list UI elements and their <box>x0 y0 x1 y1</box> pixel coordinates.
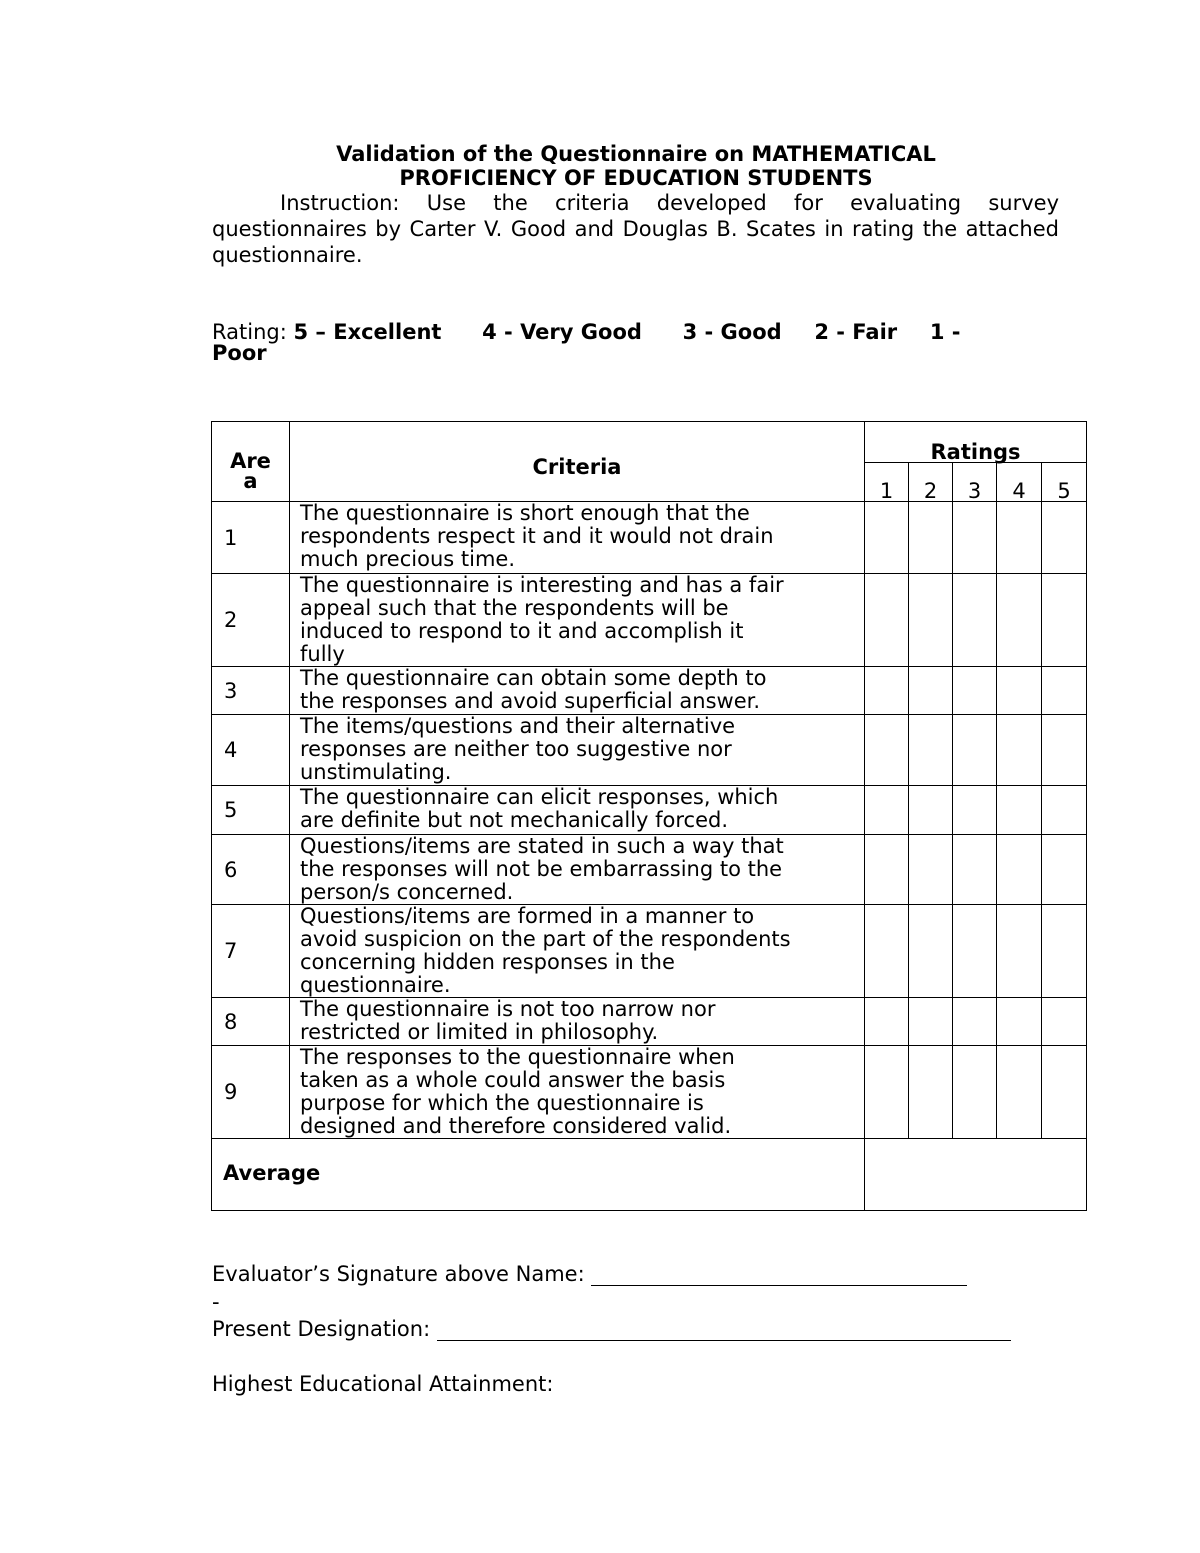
rating-cell-1[interactable] <box>865 835 909 905</box>
attainment-row <box>212 1372 553 1396</box>
criterion-line: restricted or limited in philosophy. <box>300 1020 659 1044</box>
rating-scale-label: Rating: <box>212 320 287 344</box>
rating-cell-2[interactable] <box>909 667 953 715</box>
rating-cell-2[interactable] <box>909 835 953 905</box>
criterion-line: purpose for which the questionnaire is <box>300 1091 704 1115</box>
table-row <box>212 502 1087 574</box>
criterion-line: avoid suspicion on the part of the respondents <box>300 927 791 951</box>
criterion-line: fully <box>300 642 345 666</box>
rating-cell-5[interactable] <box>1042 574 1087 667</box>
table-row <box>212 667 1087 715</box>
criterion-line: questionnaire. <box>300 973 451 997</box>
criterion-text <box>290 998 865 1046</box>
criterion-text <box>290 502 865 574</box>
rating-cell-5[interactable] <box>1042 1046 1087 1139</box>
table-row <box>212 1046 1087 1139</box>
area-number: 1 <box>212 502 290 574</box>
rating-cell-2[interactable] <box>909 1046 953 1139</box>
attainment-label: Highest Educational Attainment: <box>212 1372 554 1396</box>
criteria-column-header: Criteria <box>290 422 865 502</box>
rating-cell-3[interactable] <box>953 905 997 998</box>
rating-cell-1[interactable] <box>865 905 909 998</box>
criterion-line: unstimulating. <box>300 760 452 784</box>
criterion-line: The questionnaire is short enough that the <box>300 501 750 525</box>
rating-cell-5[interactable] <box>1042 786 1087 835</box>
area-number: 2 <box>212 574 290 667</box>
rating-cell-4[interactable] <box>997 1046 1042 1139</box>
rating-cell-3[interactable] <box>953 998 997 1046</box>
rating-cell-2[interactable] <box>909 905 953 998</box>
rating-cell-1[interactable] <box>865 786 909 835</box>
rating-cell-2[interactable] <box>909 715 953 786</box>
area-number: 3 <box>212 667 290 715</box>
rating-cell-1[interactable] <box>865 998 909 1046</box>
criterion-line: Questions/items are stated in such a way that <box>300 834 784 858</box>
rating-cell-2[interactable] <box>909 786 953 835</box>
criterion-text <box>290 905 865 998</box>
criterion-line: are definite but not mechanically forced. <box>300 808 729 832</box>
rating-scale-item-1-continuation: Poor <box>212 341 267 365</box>
table-row <box>212 835 1087 905</box>
rating-cell-4[interactable] <box>997 667 1042 715</box>
rating-cell-1[interactable] <box>865 1046 909 1139</box>
criterion-line: The questionnaire is interesting and has a fair <box>300 573 784 597</box>
rating-cell-4[interactable] <box>997 502 1042 574</box>
evaluator-signature-field[interactable] <box>591 1263 967 1286</box>
rating-cell-5[interactable] <box>1042 835 1087 905</box>
area-number: 5 <box>212 786 290 835</box>
criterion-line: The items/questions and their alternative <box>300 714 736 738</box>
rating-cell-3[interactable] <box>953 835 997 905</box>
criterion-line: designed and therefore considered valid. <box>300 1114 732 1138</box>
rating-cell-4[interactable] <box>997 574 1042 667</box>
criterion-line: Questions/items are formed in a manner to <box>300 904 755 928</box>
rating-cell-1[interactable] <box>865 715 909 786</box>
rating-cell-5[interactable] <box>1042 502 1087 574</box>
criterion-line: the responses will not be embarrassing to the <box>300 857 783 881</box>
criterion-line: The responses to the questionnaire when <box>300 1045 735 1069</box>
table-row <box>212 905 1087 998</box>
area-number: 7 <box>212 905 290 998</box>
rating-cell-3[interactable] <box>953 1046 997 1139</box>
rating-cell-3[interactable] <box>953 502 997 574</box>
average-label: Average <box>212 1139 865 1211</box>
rating-cell-1[interactable] <box>865 667 909 715</box>
rating-column-2: 2 <box>909 463 953 502</box>
rating-cell-1[interactable] <box>865 502 909 574</box>
rating-cell-2[interactable] <box>909 574 953 667</box>
rating-scale-item-1: 1 - <box>929 320 961 344</box>
signature-dash: - <box>212 1290 220 1314</box>
rating-cell-4[interactable] <box>997 905 1042 998</box>
rating-cell-3[interactable] <box>953 715 997 786</box>
area-number: 8 <box>212 998 290 1046</box>
rating-cell-3[interactable] <box>953 667 997 715</box>
rating-cell-3[interactable] <box>953 574 997 667</box>
rating-cell-2[interactable] <box>909 502 953 574</box>
rating-cell-3[interactable] <box>953 786 997 835</box>
rating-cell-5[interactable] <box>1042 667 1087 715</box>
rating-scale <box>212 322 1042 364</box>
criterion-line: The questionnaire can elicit responses, which <box>300 785 779 809</box>
criterion-text <box>290 835 865 905</box>
rating-cell-1[interactable] <box>865 574 909 667</box>
rating-column-3: 3 <box>953 463 997 502</box>
criterion-text <box>290 786 865 835</box>
rating-cell-4[interactable] <box>997 715 1042 786</box>
criterion-text <box>290 574 865 667</box>
criterion-line: The questionnaire can obtain some depth to <box>300 666 767 690</box>
criterion-line: appeal such that the respondents will be <box>300 596 729 620</box>
document-title-line-2: PROFICIENCY OF EDUCATION STUDENTS <box>399 166 873 190</box>
rating-cell-4[interactable] <box>997 835 1042 905</box>
document-title-line-1: Validation of the Questionnaire on MATHEMATICAL <box>336 142 936 166</box>
rating-column-4: 4 <box>997 463 1042 502</box>
rating-cell-5[interactable] <box>1042 715 1087 786</box>
rating-cell-2[interactable] <box>909 998 953 1046</box>
instruction-text: Instruction: Use the criteria developed for evaluating survey questionnaires by Carter V. Good and Douglas B. Scates in rating the attached questionnaire. <box>212 191 1059 267</box>
table-row <box>212 786 1087 835</box>
rating-cell-4[interactable] <box>997 786 1042 835</box>
criterion-text <box>290 667 865 715</box>
criterion-line: the responses and avoid superficial answer. <box>300 689 761 713</box>
criterion-line: responses are neither too suggestive nor <box>300 737 732 761</box>
rating-cell-5[interactable] <box>1042 905 1087 998</box>
area-column-header <box>212 422 290 502</box>
area-number: 6 <box>212 835 290 905</box>
criterion-line: The questionnaire is not too narrow nor <box>300 997 716 1021</box>
area-number: 4 <box>212 715 290 786</box>
rating-cell-4[interactable] <box>997 998 1042 1046</box>
evaluator-signature-label: Evaluator’s Signature above Name: <box>212 1262 585 1286</box>
rating-scale-item-3: 3 - Good <box>682 320 782 344</box>
rating-column-5: 5 <box>1042 463 1087 502</box>
area-header-line-1: Are <box>230 448 271 473</box>
criterion-line: respondents respect it and it would not drain <box>300 524 774 548</box>
area-number: 9 <box>212 1046 290 1139</box>
criterion-line: taken as a whole could answer the basis <box>300 1068 726 1092</box>
rating-scale-item-2: 2 - Fair <box>814 320 898 344</box>
evaluator-signature-row <box>212 1262 967 1286</box>
table-row <box>212 574 1087 667</box>
ratings-column-header: Ratings <box>865 422 1087 463</box>
criterion-line: person/s concerned. <box>300 880 514 904</box>
table-row <box>212 715 1087 786</box>
criterion-text <box>290 715 865 786</box>
criterion-line: concerning hidden responses in the <box>300 950 675 974</box>
rating-scale-item-5: 5 – Excellent <box>293 320 442 344</box>
rating-column-1: 1 <box>865 463 909 502</box>
criterion-text <box>290 1046 865 1139</box>
area-header-line-2: a <box>243 468 258 493</box>
designation-field[interactable] <box>437 1318 1011 1341</box>
criterion-line: much precious time. <box>300 547 515 571</box>
rating-cell-5[interactable] <box>1042 998 1087 1046</box>
validation-table <box>211 421 1087 1211</box>
designation-row <box>212 1317 1011 1341</box>
average-value-cell[interactable] <box>865 1139 1087 1211</box>
table-row <box>212 998 1087 1046</box>
designation-label: Present Designation: <box>212 1317 431 1341</box>
rating-scale-item-4: 4 - Very Good <box>482 320 642 344</box>
criterion-line: induced to respond to it and accomplish it <box>300 619 744 643</box>
